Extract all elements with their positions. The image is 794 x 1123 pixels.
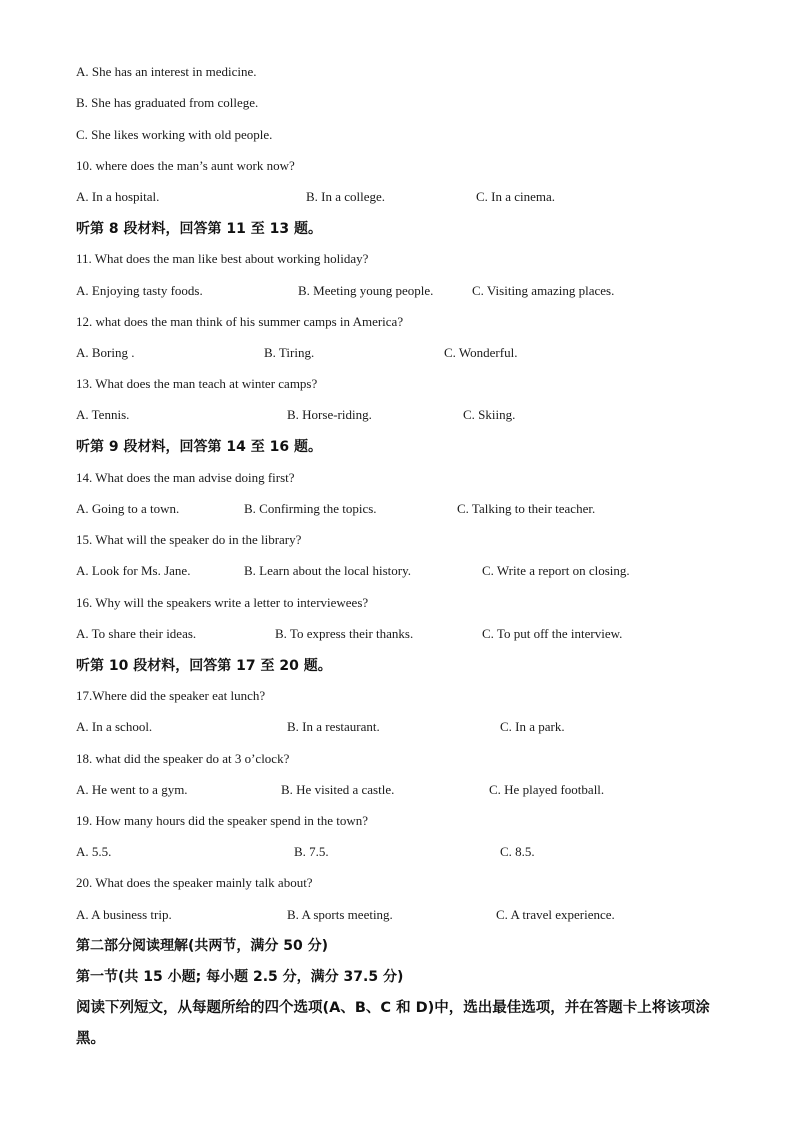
q13-question: 13. What does the man teach at winter camps? <box>76 376 318 391</box>
q18-option-a: A. He went to a gym. <box>76 782 188 797</box>
q12-question: 12. what does the man think of his summer camps in America? <box>76 314 404 329</box>
q20-option-c: C. A travel experience. <box>496 907 615 922</box>
q10-option-c: C. In a cinema. <box>476 189 556 204</box>
q11-question: 11. What does the man like best about working holiday? <box>76 251 369 266</box>
q10-question: 10. where does the man’s aunt work now? <box>76 158 295 173</box>
q14-option-b: B. Confirming the topics. <box>244 501 377 516</box>
q17-question: 17.Where did the speaker eat lunch? <box>76 688 266 703</box>
q20-question: 20. What does the speaker mainly talk about? <box>76 875 313 890</box>
q16-option-b: B. To express their thanks. <box>275 626 414 641</box>
section-8-heading: 听第 8 段材料，回答第 11 至 13 题。 <box>76 221 322 237</box>
q9-option-a: A. She has an interest in medicine. <box>76 64 257 79</box>
q16-option-a: A. To share their ideas. <box>76 626 197 641</box>
q11-option-b: B. Meeting young people. <box>298 283 434 298</box>
q17-option-a: A. In a school. <box>76 719 153 734</box>
q13-option-a: A. Tennis. <box>76 407 130 422</box>
q16-option-c: C. To put off the interview. <box>482 626 623 641</box>
q12-option-b: B. Tiring. <box>264 345 315 360</box>
q9-option-b: B. She has graduated from college. <box>76 95 259 110</box>
part-2-title: 第二部分阅读理解(共两节，满分 50 分) <box>76 938 329 954</box>
q13-option-b: B. Horse-riding. <box>287 407 372 422</box>
q17-option-c: C. In a park. <box>500 719 565 734</box>
q12-option-c: C. Wonderful. <box>444 345 518 360</box>
q20-option-a: A. A business trip. <box>76 907 172 922</box>
q19-option-c: C. 8.5. <box>500 844 535 859</box>
q12-option-a: A. Boring . <box>76 345 135 360</box>
q18-question: 18. what did the speaker do at 3 o’clock? <box>76 751 290 766</box>
q15-option-b: B. Learn about the local history. <box>244 563 412 578</box>
q19-option-b: B. 7.5. <box>294 844 329 859</box>
q18-option-b: B. He visited a castle. <box>281 782 395 797</box>
q11-option-a: A. Enjoying tasty foods. <box>76 283 203 298</box>
section-9-heading: 听第 9 段材料，回答第 14 至 16 题。 <box>76 439 322 455</box>
q13-option-c: C. Skiing. <box>463 407 516 422</box>
q14-question: 14. What does the man advise doing first? <box>76 470 295 485</box>
q10-option-a: A. In a hospital. <box>76 189 160 204</box>
q19-option-a: A. 5.5. <box>76 844 112 859</box>
q18-option-c: C. He played football. <box>489 782 605 797</box>
q14-option-a: A. Going to a town. <box>76 501 180 516</box>
q14-option-c: C. Talking to their teacher. <box>457 501 596 516</box>
q16-question: 16. Why will the speakers write a letter to interviewees? <box>76 595 369 610</box>
q20-option-b: B. A sports meeting. <box>287 907 393 922</box>
part-2-section-1: 第一节(共 15 小题; 每小题 2.5 分，满分 37.5 分) <box>76 969 404 985</box>
q11-option-c: C. Visiting amazing places. <box>472 283 615 298</box>
q10-option-b: B. In a college. <box>306 189 386 204</box>
q15-option-c: C. Write a report on closing. <box>482 563 630 578</box>
reading-instructions: 阅读下列短文，从每题所给的四个选项(A、B、C 和 D)中，选出最佳选项，并在答题卡上将该项涂黑。 <box>76 1000 710 1047</box>
section-10-heading: 听第 10 段材料，回答第 17 至 20 题。 <box>76 658 332 674</box>
q15-option-a: A. Look for Ms. Jane. <box>76 563 191 578</box>
q19-question: 19. How many hours did the speaker spend in the town? <box>76 813 369 828</box>
q17-option-b: B. In a restaurant. <box>287 719 380 734</box>
q9-option-c: C. She likes working with old people. <box>76 127 273 142</box>
q15-question: 15. What will the speaker do in the library? <box>76 532 302 547</box>
